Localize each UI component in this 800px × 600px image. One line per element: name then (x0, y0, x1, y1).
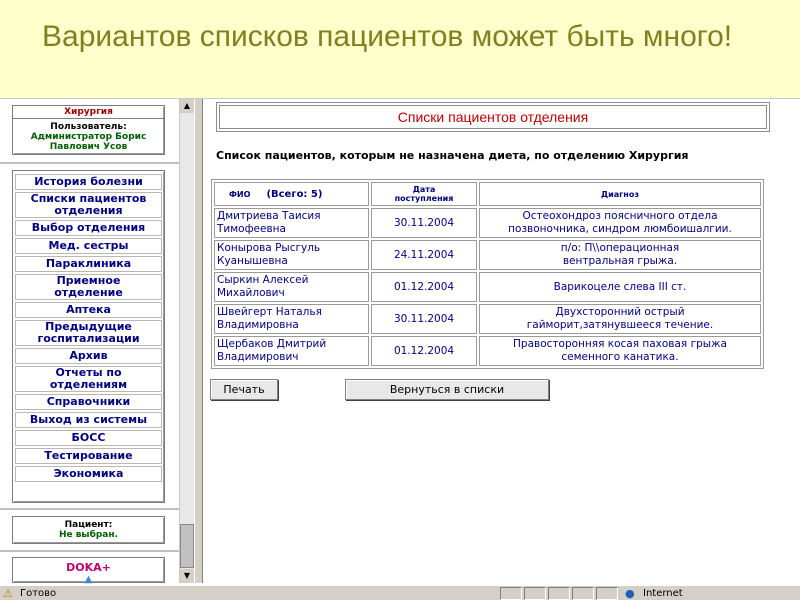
patient-name-cell-text: Швейгерт Наталья (217, 306, 322, 318)
patient-name-cell-text: Щербаков Дмитрий (217, 338, 327, 350)
user-label: Пользователь: (50, 122, 127, 132)
status-cell (500, 587, 522, 600)
sidebar-menu-item-label: Выход из системы (29, 413, 148, 426)
logo-box (12, 557, 165, 583)
table-header-row (214, 182, 761, 206)
sidebar-menu-item[interactable] (15, 174, 162, 190)
patient-box (12, 516, 165, 544)
diagnosis-cell (479, 208, 761, 238)
status-cell (596, 587, 618, 600)
admission-date-cell-text: 01.12.2004 (393, 280, 455, 293)
sidebar-menu-item-label: Архив (69, 349, 108, 362)
sidebar-menu-item-label: госпитализации (37, 332, 140, 345)
admission-date-cell-text: 30.11.2004 (393, 312, 455, 325)
sidebar-separator (0, 550, 179, 552)
page-title: Списки пациентов отделения (219, 105, 767, 129)
sidebar-menu-item-label: Мед. сестры (48, 239, 129, 252)
table-row[interactable] (214, 240, 761, 270)
sidebar-separator (0, 508, 179, 510)
internet-zone-icon: ● (625, 587, 635, 600)
admission-date-cell (371, 208, 477, 238)
sidebar-menu-item[interactable] (15, 320, 162, 346)
scroll-thumb[interactable] (180, 524, 194, 568)
print-button[interactable]: Печать (210, 379, 278, 400)
sidebar-menu-item-label: Отчеты по (55, 366, 122, 379)
sidebar-menu-item[interactable] (15, 348, 162, 364)
patient-name-cell-text: Владимировна (217, 319, 299, 331)
sidebar-menu-item-label: Тестирование (44, 449, 133, 462)
sidebar-menu-item-label: Параклиника (45, 257, 132, 270)
diagnosis-cell-text: вентральная грыжа. (562, 255, 678, 267)
sidebar-menu-item[interactable] (15, 238, 162, 254)
warning-icon: ⚠ (3, 587, 13, 600)
list-subtitle: Список пациентов, которым не назначена диета, по отделению Хирургия (216, 149, 689, 162)
sidebar-menu-item-label: отделениям (49, 378, 128, 391)
back-to-lists-button[interactable]: Вернуться в списки (345, 379, 549, 400)
patient-name-cell[interactable] (214, 240, 369, 270)
department-user-box (12, 105, 165, 155)
patient-name-cell[interactable] (214, 304, 369, 334)
sidebar-menu (12, 170, 165, 503)
admission-date-cell (371, 240, 477, 270)
sidebar-menu-item-label: Предыдущие (45, 320, 132, 333)
sidebar-menu-item[interactable] (15, 466, 162, 482)
sidebar-separator (0, 162, 179, 164)
patient-name-cell-text: Дмитриева Таисия (217, 210, 321, 222)
patient-name-cell-text: Тимофеевна (217, 223, 286, 235)
patients-table (211, 179, 764, 369)
sidebar-menu-item[interactable] (15, 430, 162, 446)
diagnosis-cell (479, 336, 761, 366)
sidebar-menu-item-label: Экономика (53, 467, 124, 480)
table-row[interactable] (214, 336, 761, 366)
patient-name-cell-text: Сыркин Алексей (217, 274, 309, 286)
sidebar-menu-item[interactable] (15, 302, 162, 318)
table-row[interactable] (214, 208, 761, 238)
patient-name-cell-text: Куанышевна (217, 255, 288, 267)
column-header-diagnosis[interactable]: Диагноз (479, 182, 761, 206)
sidebar-menu-item-label: отделение (54, 286, 123, 299)
date-header-line2: поступления (394, 194, 454, 203)
diagnosis-cell (479, 272, 761, 302)
security-zone: Internet (643, 588, 683, 599)
diagnosis-cell (479, 240, 761, 270)
sidebar-menu-item[interactable] (15, 448, 162, 464)
column-header-date[interactable] (371, 182, 477, 206)
sidebar-menu-item[interactable] (15, 274, 162, 300)
sidebar-menu-item[interactable] (15, 394, 162, 410)
table-row[interactable] (214, 304, 761, 334)
user-name-line2: Павлович Усов (49, 142, 128, 152)
sidebar-menu-item-label: отделения (54, 204, 123, 217)
admission-date-cell-text: 30.11.2004 (393, 216, 455, 229)
department-name: Хирургия (13, 106, 164, 119)
diagnosis-cell-text: Двухсторонний острый (555, 306, 685, 318)
patient-name-cell-text: Владимирович (217, 351, 299, 363)
status-bar (0, 585, 800, 600)
patient-name-cell[interactable] (214, 208, 369, 238)
admission-date-cell (371, 272, 477, 302)
sidebar-menu-item[interactable] (15, 256, 162, 272)
patient-name-cell-text: Михайлович (217, 287, 285, 299)
sidebar-menu-item[interactable] (15, 412, 162, 428)
date-header-line1: Дата (412, 185, 436, 194)
sidebar-menu-item-label: Списки пациентов (30, 192, 147, 205)
fio-label: ФИО (229, 189, 251, 199)
admission-date-cell-text: 24.11.2004 (393, 248, 455, 261)
admission-date-cell (371, 304, 477, 334)
patient-value: Не выбран. (58, 530, 119, 540)
patient-label: Пациент: (64, 520, 113, 530)
page-header (216, 102, 770, 132)
patient-name-cell[interactable] (214, 272, 369, 302)
diagnosis-cell-text: позвоночника, синдром люмбоишалгии. (508, 223, 732, 235)
scroll-down-arrow-icon[interactable]: ▼ (180, 569, 194, 583)
sidebar-menu-item[interactable] (15, 192, 162, 218)
patient-name-cell[interactable] (214, 336, 369, 366)
patient-name-cell-text: Конырова Рысгуль (217, 242, 321, 254)
sidebar-menu-item-label: Приемное (56, 274, 121, 287)
user-name-line1: Администратор Борис (30, 132, 147, 142)
logo-mark-icon: ▲ (84, 574, 93, 585)
scroll-up-arrow-icon[interactable]: ▲ (180, 99, 194, 113)
doka-logo: DOKA+ (66, 561, 111, 574)
sidebar-menu-item[interactable] (15, 366, 162, 392)
status-cell (548, 587, 570, 600)
status-text: Готово (20, 588, 57, 599)
diagnosis-cell-text: Правосторонняя косая паховая грыжа (513, 338, 727, 350)
column-header-fio[interactable] (214, 182, 369, 206)
diagnosis-cell (479, 304, 761, 334)
table-row[interactable] (214, 272, 761, 302)
diagnosis-cell-text: п/о: П\\операционная (560, 242, 680, 254)
slide-title: Вариантов списков пациентов может быть много! (42, 20, 733, 53)
diagnosis-cell-text: Варикоцеле слева III ст. (553, 280, 687, 293)
frame-divider[interactable] (194, 99, 203, 583)
diagnosis-cell-text: семенного канатика. (561, 351, 679, 363)
sidebar-scrollbar[interactable] (179, 99, 194, 583)
diagnosis-cell-text: гайморит,затянувшееся течение. (526, 319, 714, 331)
left-frame (0, 99, 179, 583)
patient-count: (Всего: 5) (266, 188, 323, 200)
status-cell (524, 587, 546, 600)
sidebar-menu-item-label: История болезни (34, 175, 143, 188)
sidebar-menu-item[interactable] (15, 220, 162, 236)
sidebar-menu-item-label: Выбор отделения (31, 221, 146, 234)
browser-window (0, 98, 800, 600)
admission-date-cell (371, 336, 477, 366)
admission-date-cell-text: 01.12.2004 (393, 344, 455, 357)
sidebar-menu-item-label: Справочники (46, 395, 131, 408)
sidebar-menu-item-label: Аптека (66, 303, 111, 316)
diagnosis-cell-text: Остеохондроз поясничного отдела (522, 210, 718, 222)
main-content (203, 99, 800, 583)
sidebar-menu-item-label: БОСС (71, 431, 106, 444)
status-cell (572, 587, 594, 600)
